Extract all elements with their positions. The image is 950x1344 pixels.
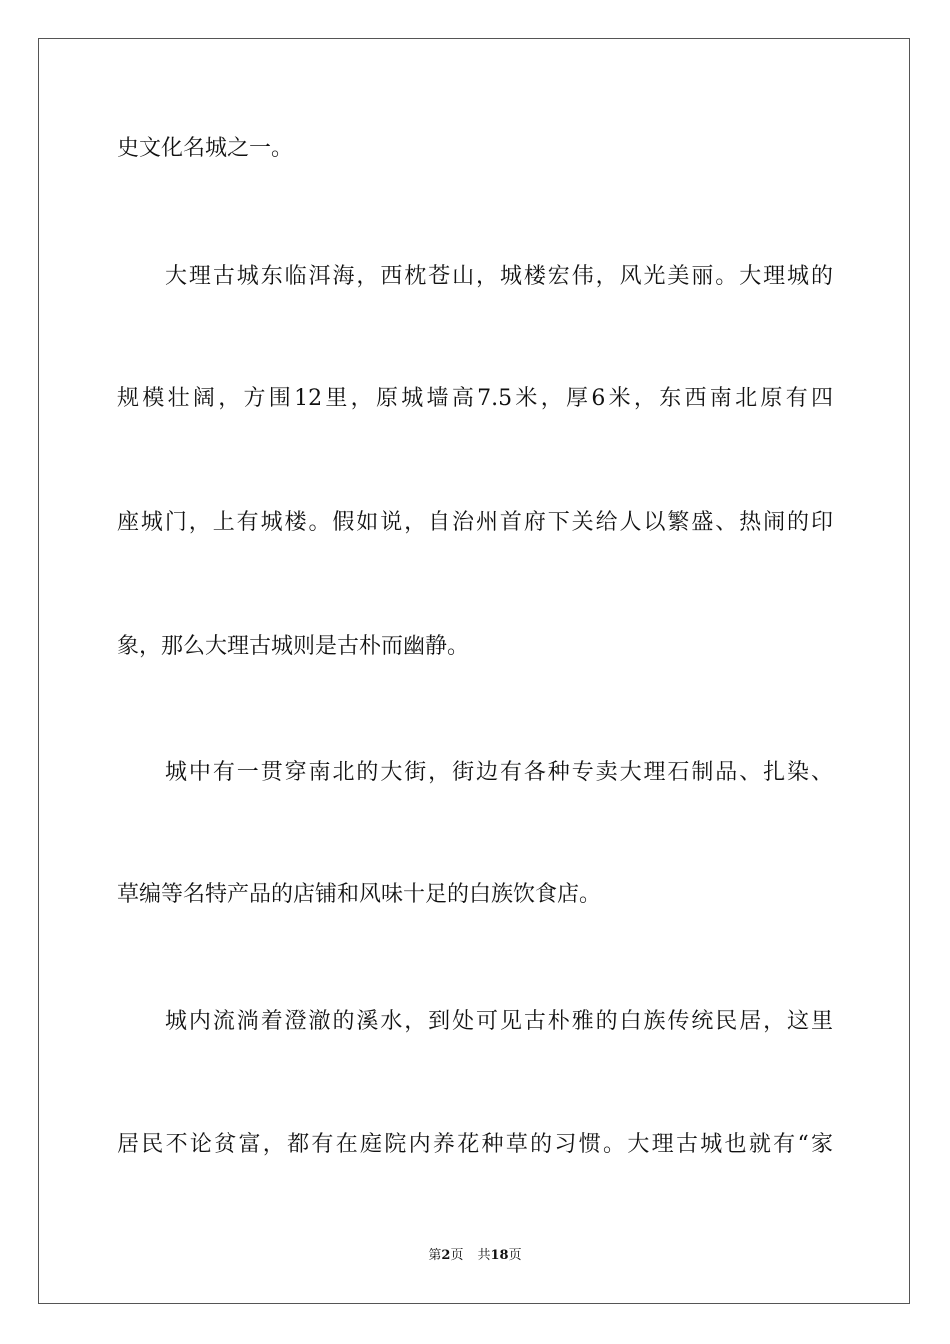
page-footer xyxy=(0,1247,950,1265)
total-prefix: 共 xyxy=(477,1248,491,1263)
paragraph-line: 大理古城东临洱海，西枕苍山，城楼宏伟，风光美丽。大理城的 xyxy=(165,264,833,289)
paragraph-line: 城内流淌着澄澈的溪水，到处可见古朴雅的白族传统民居，这里 xyxy=(165,1009,833,1034)
paragraph-line: 座城门，上有城楼。假如说，自治州首府下关给人以繁盛、热闹的印 xyxy=(117,510,833,535)
paragraph-line: 规模壮阔，方围12里，原城墙高7.5米，厚6米，东西南北原有四 xyxy=(117,386,833,411)
paragraph-line: 草编等名特产品的店铺和风味十足的白族饮食店。 xyxy=(117,882,602,907)
paragraph-line: 城中有一贯穿南北的大街，街边有各种专卖大理石制品、扎染、 xyxy=(165,760,833,785)
text-line: 史文化名城之一。 xyxy=(117,136,294,161)
paragraph-line: 象，那么大理古城则是古朴而幽静。 xyxy=(117,634,470,659)
paragraph-line: 居民不论贫富，都有在庭院内养花种草的习惯。大理古城也就有“家 xyxy=(117,1132,833,1157)
total-suffix: 页 xyxy=(508,1248,522,1263)
total-pages: 18 xyxy=(490,1248,509,1263)
page-number: 2 xyxy=(441,1248,451,1263)
page-prefix: 第 xyxy=(428,1248,442,1263)
page-suffix: 页 xyxy=(450,1248,464,1263)
page-border xyxy=(38,38,910,1304)
